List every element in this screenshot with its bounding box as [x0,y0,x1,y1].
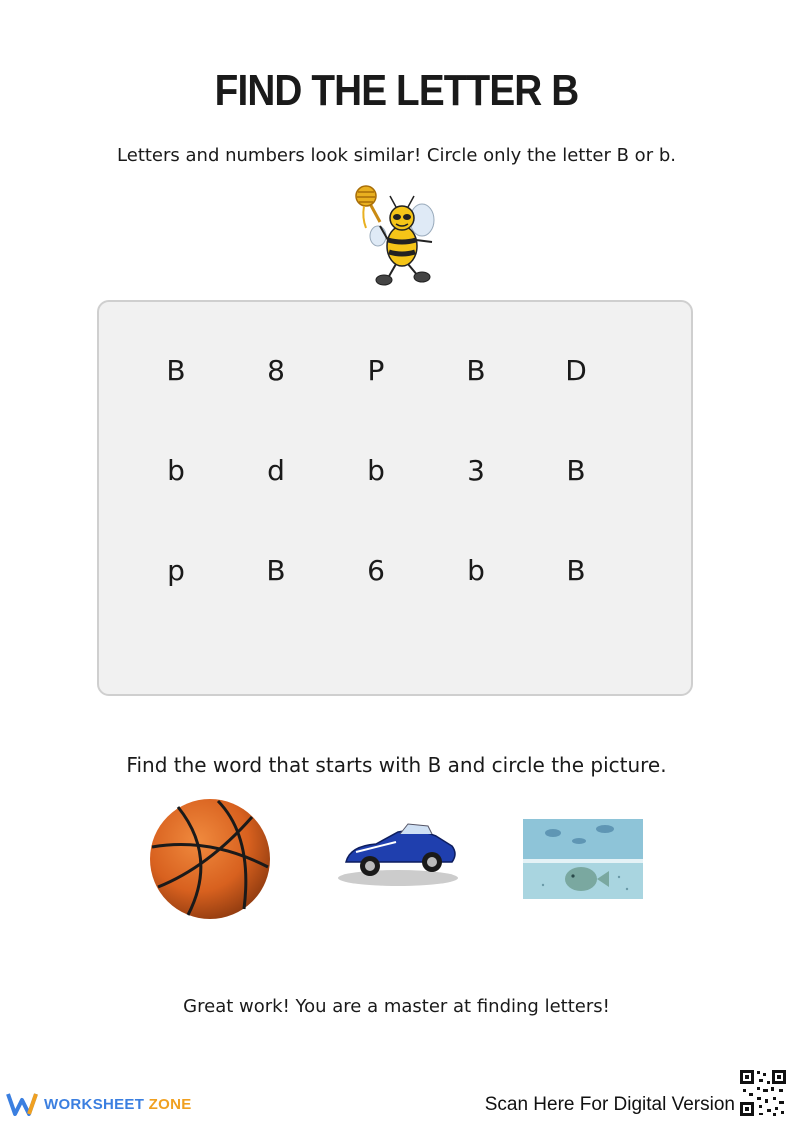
grid-letter[interactable]: B [166,354,186,387]
grid-letter[interactable]: d [267,454,285,487]
grid-letter[interactable]: 3 [467,454,485,487]
brand-logo[interactable] [6,1092,192,1116]
grid-letter[interactable]: p [167,554,185,587]
basketball-image[interactable] [148,797,272,921]
grid-letter[interactable]: D [565,354,587,387]
worksheetzone-logo-icon [6,1092,38,1116]
sea-fish-image[interactable] [523,819,643,899]
scan-label: Scan Here For Digital Version [484,1094,735,1115]
grid-letter[interactable]: P [367,354,385,387]
grid-letter[interactable]: 6 [367,554,385,587]
bee-illustration [350,184,442,288]
grid-letter[interactable]: B [266,554,286,587]
page-title: FIND THE LETTER B [214,66,579,115]
grid-letter[interactable]: b [167,454,185,487]
encouragement-message: Great work! You are a master at finding letters! [183,996,610,1017]
letter-grid [97,300,693,696]
grid-letter[interactable]: B [566,554,586,587]
car-image[interactable] [336,818,460,888]
grid-letter[interactable]: b [467,554,485,587]
instruction-pictures: Find the word that starts with B and circle the picture. [126,753,667,777]
grid-letter[interactable]: 8 [267,354,285,387]
instruction-letters: Letters and numbers look similar! Circle only the letter B or b. [117,145,676,166]
brand-name: WORKSHEET ZONE [44,1095,192,1113]
grid-letter[interactable]: B [566,454,586,487]
qr-code-icon[interactable] [739,1069,787,1117]
grid-letter[interactable]: b [367,454,385,487]
grid-letter[interactable]: B [466,354,486,387]
